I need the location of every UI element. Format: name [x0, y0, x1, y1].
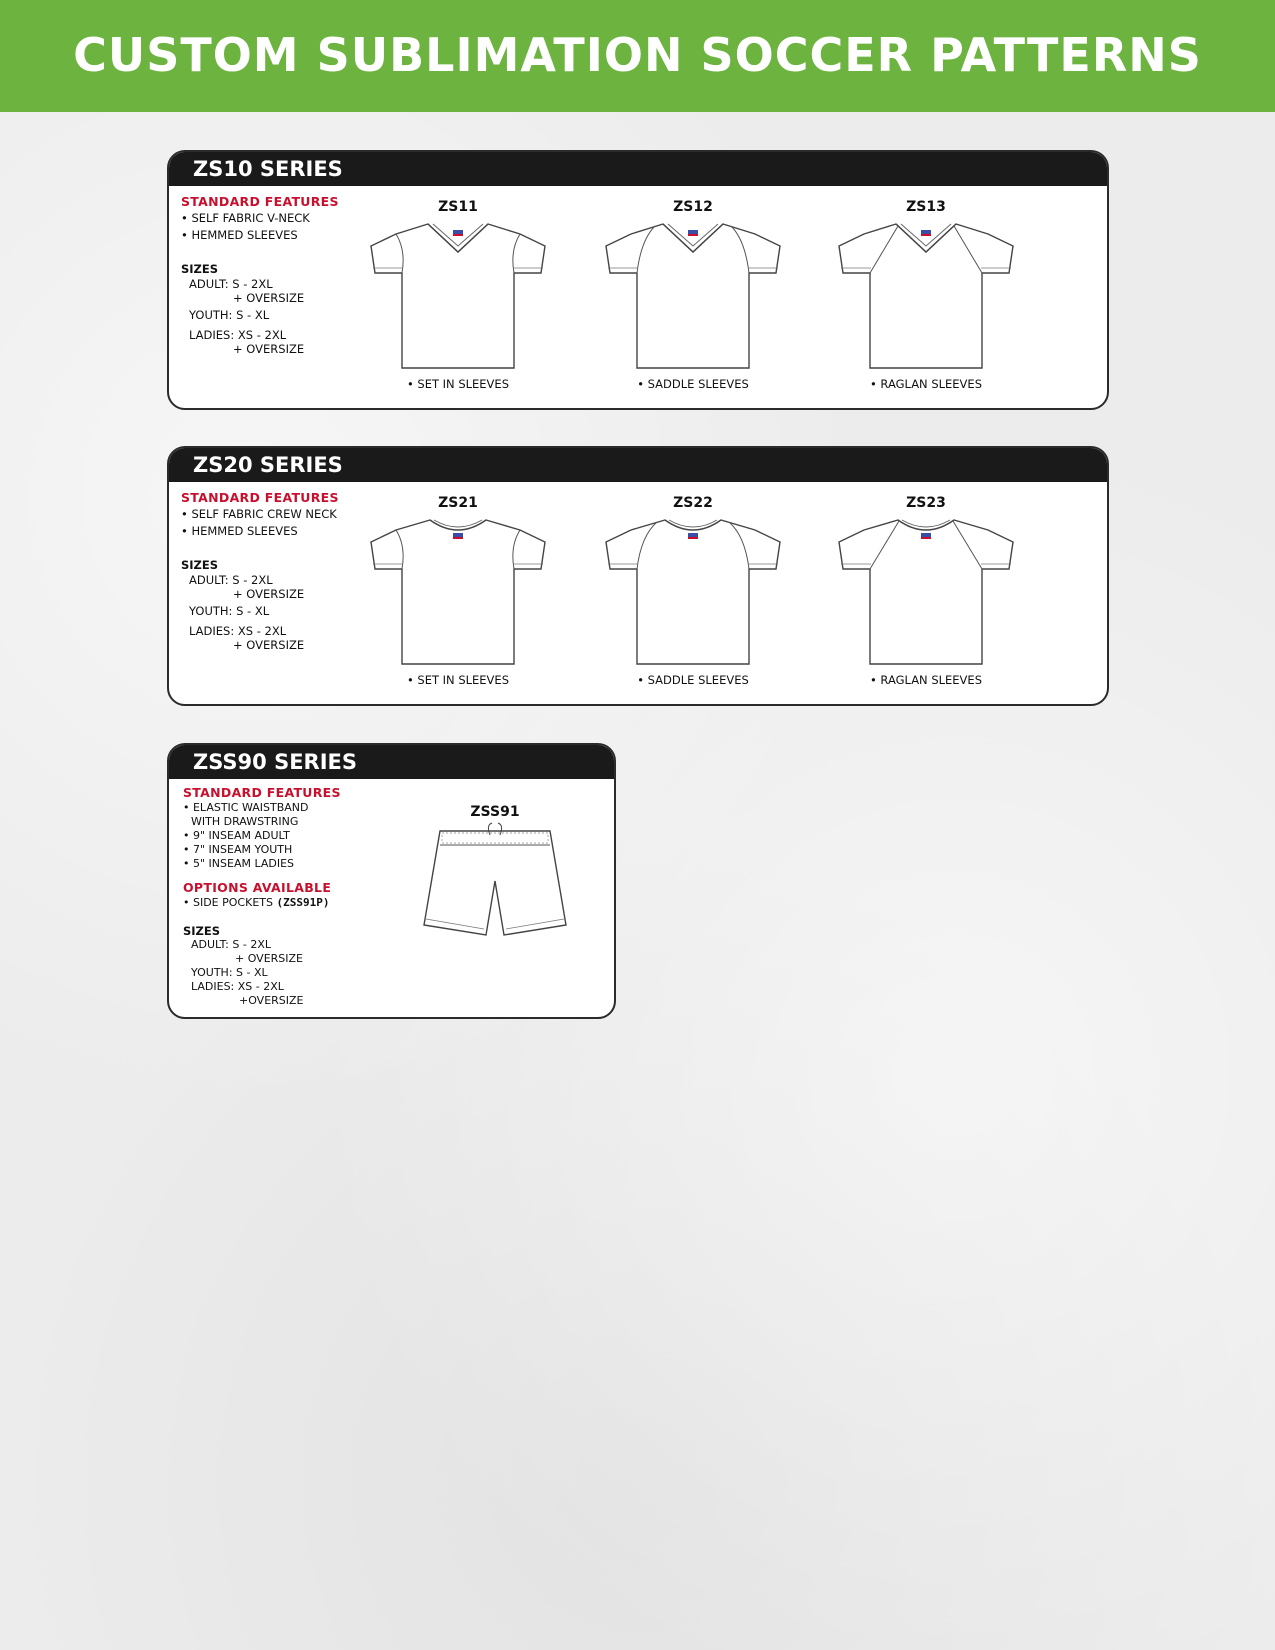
- feature-item: • HEMMED SLEEVES: [181, 228, 298, 242]
- garment-zs12: [593, 198, 793, 391]
- size-item: LADIES: XS - 2XL: [191, 980, 284, 993]
- size-item: YOUTH: S - XL: [189, 604, 270, 618]
- sizes-heading: SIZES: [183, 924, 221, 938]
- size-item: + OVERSIZE: [233, 291, 305, 305]
- series-title: ZS20 SERIES: [169, 448, 1107, 482]
- size-item: LADIES: XS - 2XL: [189, 328, 287, 342]
- page-title: CUSTOM SUBLIMATION SOCCER PATTERNS: [73, 28, 1202, 82]
- size-item: YOUTH: S - XL: [191, 966, 268, 979]
- saddle-sleeve-crew-neck-jersey-icon: [603, 514, 783, 669]
- garment-code: ZS13: [906, 199, 946, 215]
- series-panel-zss90: [167, 743, 616, 1019]
- feature-item: • HEMMED SLEEVES: [181, 524, 298, 538]
- size-item: + OVERSIZE: [233, 638, 305, 652]
- garment-caption: • RAGLAN SLEEVES: [869, 377, 982, 391]
- feature-item: • SELF FABRIC CREW NECK: [181, 507, 337, 521]
- garment-caption: • SET IN SLEEVES: [406, 673, 509, 687]
- garment-zss91: [415, 803, 575, 950]
- raglan-sleeve-v-neck-jersey-icon: [836, 218, 1016, 373]
- feature-item: • 7" INSEAM YOUTH: [183, 843, 293, 856]
- features-block: [183, 785, 341, 1008]
- features-heading: STANDARD FEATURES: [181, 490, 339, 505]
- feature-item: WITH DRAWSTRING: [191, 815, 299, 828]
- series-panel-zs20: [167, 446, 1109, 706]
- features-heading: STANDARD FEATURES: [183, 785, 341, 800]
- features-heading: STANDARD FEATURES: [181, 194, 339, 209]
- size-item: ADULT: S - 2XL: [189, 573, 273, 587]
- garment-code: ZS23: [906, 495, 946, 511]
- feature-item: • 9" INSEAM ADULT: [183, 829, 290, 842]
- garment-zs13: [826, 198, 1026, 391]
- garment-zs22: [593, 494, 793, 687]
- set-in-sleeve-crew-neck-jersey-icon: [368, 514, 548, 669]
- garment-code: ZS21: [438, 495, 478, 511]
- option-item: [183, 896, 341, 910]
- garment-code: ZS22: [673, 495, 713, 511]
- garment-caption: • SADDLE SLEEVES: [637, 673, 749, 687]
- garment-code: ZS12: [673, 199, 713, 215]
- raglan-sleeve-crew-neck-jersey-icon: [836, 514, 1016, 669]
- feature-item: • ELASTIC WAISTBAND: [183, 801, 309, 814]
- features-block: [181, 490, 339, 652]
- size-item: ADULT: S - 2XL: [189, 277, 273, 291]
- garment-caption: • SET IN SLEEVES: [406, 377, 509, 391]
- soccer-shorts-icon: [420, 821, 570, 946]
- feature-item: • 5" INSEAM LADIES: [183, 857, 295, 870]
- size-item: + OVERSIZE: [233, 587, 305, 601]
- size-item: YOUTH: S - XL: [189, 308, 270, 322]
- option-code: (ZSS91P): [276, 896, 330, 909]
- garment-caption: • RAGLAN SLEEVES: [869, 673, 982, 687]
- series-title: ZS10 SERIES: [169, 152, 1107, 186]
- garment-zs21: [358, 494, 558, 687]
- sizes-heading: SIZES: [181, 262, 219, 276]
- feature-item: • SELF FABRIC V-NECK: [181, 211, 310, 225]
- size-item: + OVERSIZE: [233, 342, 305, 356]
- sizes-heading: SIZES: [181, 558, 219, 572]
- saddle-sleeve-v-neck-jersey-icon: [603, 218, 783, 373]
- size-item: +OVERSIZE: [239, 994, 304, 1007]
- size-item: + OVERSIZE: [235, 952, 304, 965]
- garment-code: ZS11: [438, 199, 478, 215]
- garment-zs23: [826, 494, 1026, 687]
- garment-code: ZSS91: [470, 804, 520, 820]
- header-banner: [0, 0, 1275, 112]
- size-item: ADULT: S - 2XL: [191, 938, 271, 951]
- set-in-sleeve-v-neck-jersey-icon: [368, 218, 548, 373]
- garment-zs11: [358, 198, 558, 391]
- size-item: LADIES: XS - 2XL: [189, 624, 287, 638]
- series-title: ZSS90 SERIES: [169, 745, 614, 779]
- series-panel-zs10: [167, 150, 1109, 410]
- features-block: [181, 194, 339, 356]
- options-heading: OPTIONS AVAILABLE: [183, 880, 332, 895]
- garment-caption: • SADDLE SLEEVES: [637, 377, 749, 391]
- option-text: • SIDE POCKETS: [183, 896, 273, 909]
